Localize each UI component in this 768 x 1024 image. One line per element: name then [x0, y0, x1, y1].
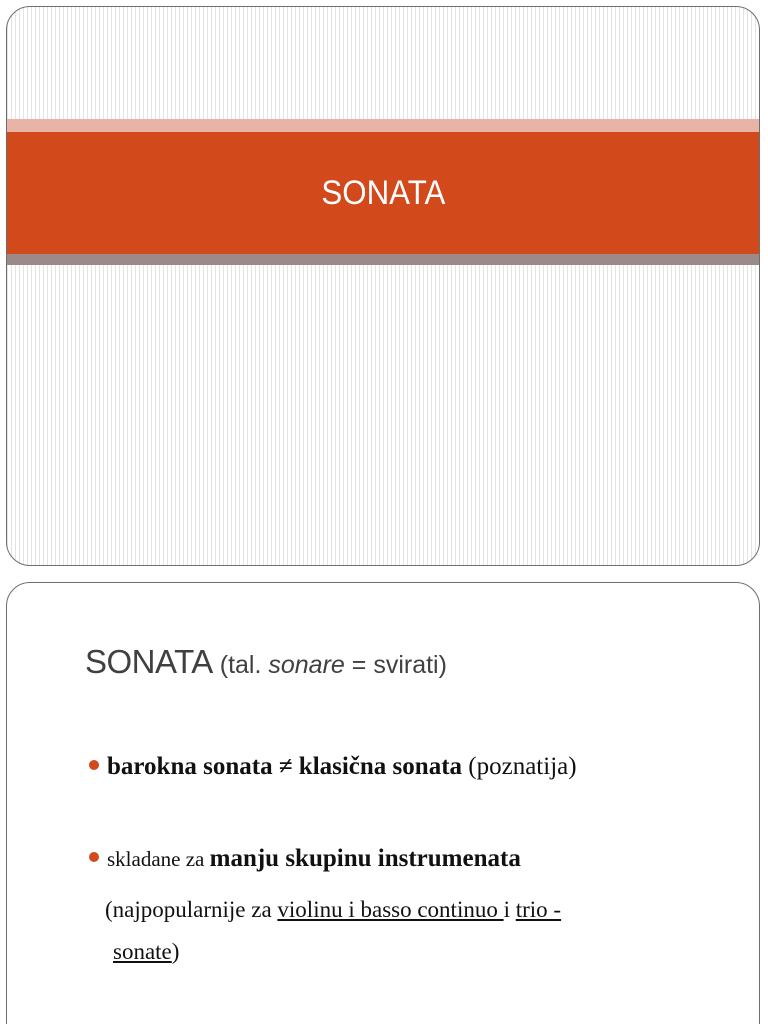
- slide-title: [6, 6, 760, 566]
- heading-rest: = svirati): [344, 651, 447, 679]
- bullet-item-2: [89, 845, 521, 873]
- bullet-item-1: [89, 753, 577, 781]
- title-stripe-top: [7, 119, 759, 132]
- bullet2-bold: manju skupinu instrumenata: [209, 845, 521, 872]
- cont-part3: ): [171, 939, 180, 964]
- bullet-dot-icon: [89, 760, 99, 770]
- title-band: [7, 132, 759, 254]
- cont-part1: (najpopularnije za: [105, 897, 278, 922]
- bullet2-continuation-line1: [105, 897, 561, 923]
- bullet1-bold: barokna sonata ≠ klasična sonata: [107, 753, 463, 780]
- title-stripe-bottom: [7, 254, 759, 265]
- heading-paren-open: (tal.: [212, 651, 269, 679]
- bullet-dot-icon: [89, 852, 99, 862]
- bullet2-continuation-line2: [113, 939, 179, 965]
- heading-italic: sonare: [268, 651, 345, 679]
- cont-underline2: trio -: [515, 897, 562, 922]
- slide-heading: [85, 643, 447, 681]
- slide-title-text: SONATA: [321, 173, 445, 212]
- bullet2-normal: skladane za: [107, 847, 210, 871]
- heading-main: SONATA: [85, 643, 213, 680]
- bullet1-normal: (poznatija): [462, 753, 577, 780]
- cont-underline1: violinu i basso continuo: [277, 897, 504, 922]
- slide-content: [6, 582, 760, 1024]
- cont-part2: i: [503, 897, 516, 922]
- cont-underline3: sonate: [113, 939, 172, 964]
